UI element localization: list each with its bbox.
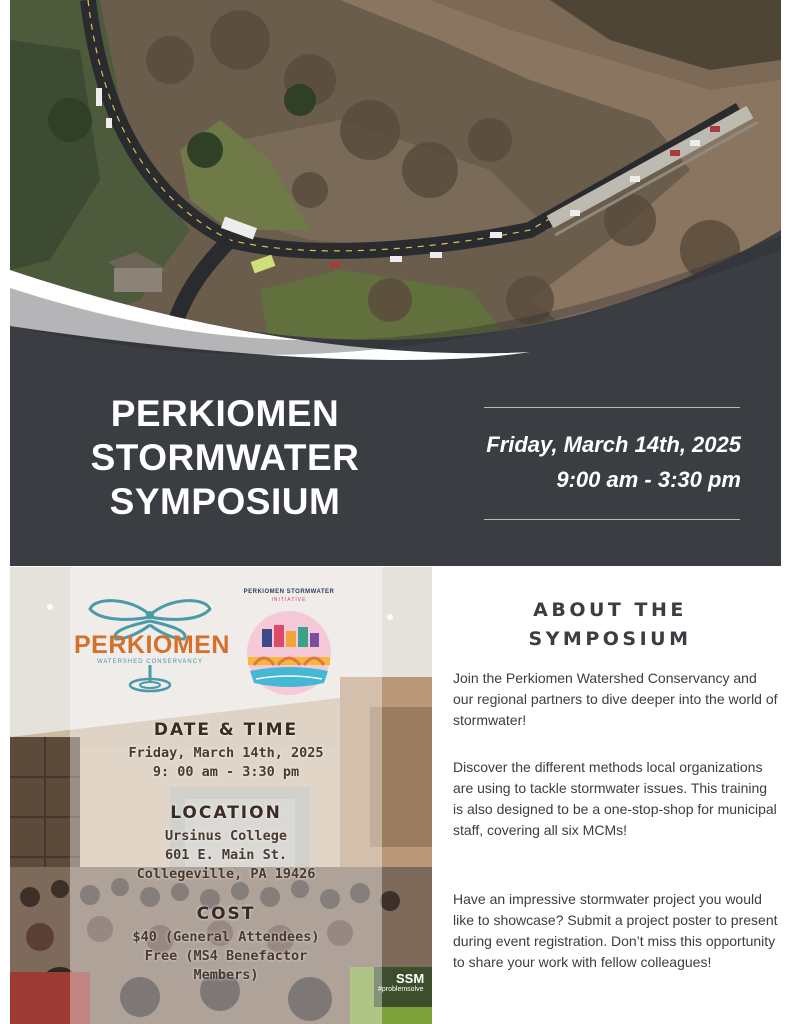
- cost-general: $40 (General Attendees): [132, 929, 320, 945]
- location-street: 601 E. Main St.: [165, 847, 287, 863]
- swoosh-divider: [10, 230, 781, 390]
- info-time: 9: 00 am - 3:30 pm: [152, 764, 300, 780]
- conservancy-logo-sub: WATERSHED CONSERVANCY: [96, 659, 204, 665]
- lecture-hall-photo: [10, 567, 432, 1024]
- info-date: Friday, March 14th, 2025: [128, 745, 324, 761]
- cost-heading: COST: [196, 904, 256, 924]
- event-date: Friday, March 14th, 2025: [486, 432, 741, 457]
- title-line-1: PERKIOMEN: [110, 393, 340, 434]
- initiative-logo-name: PERKIOMEN STORMWATER: [243, 589, 335, 595]
- divider-top: [484, 407, 740, 408]
- initiative-logo-sub: INITIATIVE: [271, 597, 307, 603]
- ripple-icon: [80, 665, 220, 695]
- location-heading: LOCATION: [170, 803, 282, 823]
- location-venue: Ursinus College: [165, 828, 287, 844]
- conservancy-logo: [74, 595, 230, 695]
- cost-ms4-line1: Free (MS4 Benefactor: [144, 948, 308, 964]
- ssm-brand: SSM: [396, 971, 425, 986]
- cost-ms4-line2: Members): [193, 967, 259, 983]
- location-city: Collegeville, PA 19426: [136, 866, 316, 882]
- date-time-heading: DATE & TIME: [153, 720, 299, 740]
- about-heading-line1: ABOUT THE: [533, 599, 687, 621]
- ssm-tag: #problemsolve: [378, 986, 424, 993]
- town-bridge-icon: [234, 599, 344, 699]
- title-line-3: SYMPOSIUM: [109, 481, 341, 522]
- about-paragraph-2: Discover the different methods local organizations are using to tackle stormwater issues. This training is also designed to be a one-stop-shop for municipal staff, covering all six MCMs!: [453, 759, 777, 838]
- stormwater-initiative-logo: [234, 587, 344, 697]
- about-paragraph-1: Join the Perkiomen Watershed Conservancy and our regional partners to dive deeper into the world of stormwater!: [453, 670, 778, 728]
- symposium-title: [40, 392, 410, 524]
- event-time: 9:00 am - 3:30 pm: [556, 467, 741, 492]
- divider-bottom: [484, 519, 740, 520]
- ssm-shirt-logo: [378, 971, 432, 993]
- conservancy-logo-name: PERKIOMEN: [74, 631, 230, 659]
- about-heading: [440, 596, 780, 654]
- title-line-2: STORMWATER: [90, 437, 360, 478]
- about-paragraph-3: Have an impressive stormwater project you would like to showcase? Submit a project poster to present during event registration. Don’t miss this opportunity to share your work with fellow colleagues!: [453, 891, 778, 970]
- about-heading-line2: SYMPOSIUM: [528, 628, 692, 650]
